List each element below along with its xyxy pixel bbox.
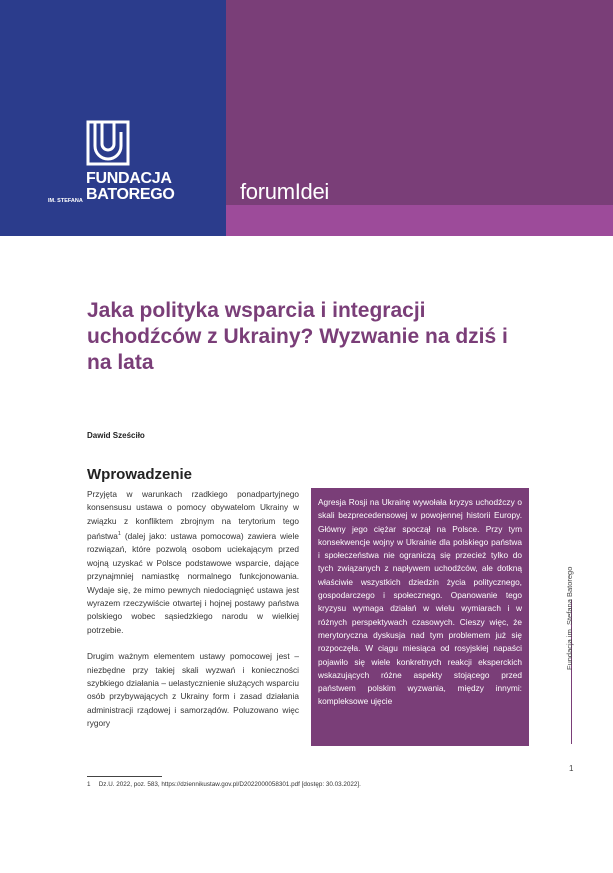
logo-small-text: IM. STEFANA — [48, 198, 83, 204]
series-name: forumIdei — [240, 179, 330, 204]
page-number: 1 — [569, 764, 574, 773]
foundation-logo-text — [48, 170, 175, 204]
foundation-logo-icon — [86, 120, 130, 166]
footnote — [87, 781, 361, 788]
footnote-ref[interactable]: 1 — [117, 531, 121, 538]
footnote-number: 1 — [87, 781, 91, 788]
paragraph-1-text-cont: (dalej jako: ustawa pomocowa) zawiera wiele rozwiązań, które pozwolą osobom uciekającym przed wojną uzyskać w Polsce podstawowe wsparcie, dające przynajmniej namiastkę normalnego funkcjonowania. Wydaje się, że mimo pewnych niedociągnięć ustawa jest wyrazem rzeczywiście otwartej i hojnej postawy państwa polskiego wobec sąsiedzkiego narodu w wielkiej potrzebie. — [87, 530, 299, 635]
footnote-rule — [87, 776, 162, 777]
callout-box: Agresja Rosji na Ukrainę wywołała kryzys uchodźczy o skali bezprecedensowej w powojennej historii Europy. Główny jego ciężar spoczął na Polsce. Przy tym konsekwencje wojny w Ukrainie dla polskiego państwa i społeczeństwa nie ograniczą się przecież tylko do tych związanych z napływem uchodźców, ale dotkną właściwie wszystkich dziedzin życia politycznego, gospodarczego i społecznego. Opanowanie tego kryzysu wymaga działań w wielu wymiarach i w różnych perspektywach czasowych. Cieszy więc, że merytoryczna dyskusja nad tym problemem już się rozpoczęła. W ciągu miesiąca od rosyjskiej napaści pojawiło się wiele konkretnych reakcji eksperckich wskazujących różne aspekty stojącego przed państwem polskim wyzwania, między innymi: kompleksowe ujęcie — [311, 488, 529, 746]
logo-line2: BATOREGO — [86, 186, 175, 203]
section-heading: Wprowadzenie — [87, 466, 193, 483]
side-label: Fundacja im. Stefana Batorego — [565, 566, 574, 670]
author-name: Dawid Sześciło — [87, 431, 145, 440]
paragraph-2: Drugim ważnym elementem ustawy pomocowej jest – niezbędne przy takiej skali wyzwań i konieczności szybkiego działania – uelastycznienie służących wsparciu osób przybywających z Ukrainy form i zasad działania administracji rządowej i samorządów. Poluzowano więc rygory — [87, 651, 299, 729]
footnote-text: Dz.U. 2022, poz. 583, https://dziennikustaw.gov.pl/D2022000058301.pdf [dostęp: 30.03.2022]. — [98, 781, 361, 788]
page-title: Jaka polityka wsparcia i integracji uchodźców z Ukrainy? Wyzwanie na dziś i na lata — [87, 299, 508, 374]
paragraph-1-text: Przyjęta w warunkach rzadkiego ponadpartyjnego konsensusu ustawa o pomocy obywatelom Ukrainy w związku z konfliktem zbrojnym na terytorium tego państwa — [87, 489, 299, 541]
header-purple-panel — [226, 0, 613, 205]
logo-line1: FUNDACJA — [86, 170, 172, 187]
paragraph-1 — [87, 488, 299, 637]
body-column — [87, 488, 299, 744]
header-purple-band — [226, 205, 613, 236]
